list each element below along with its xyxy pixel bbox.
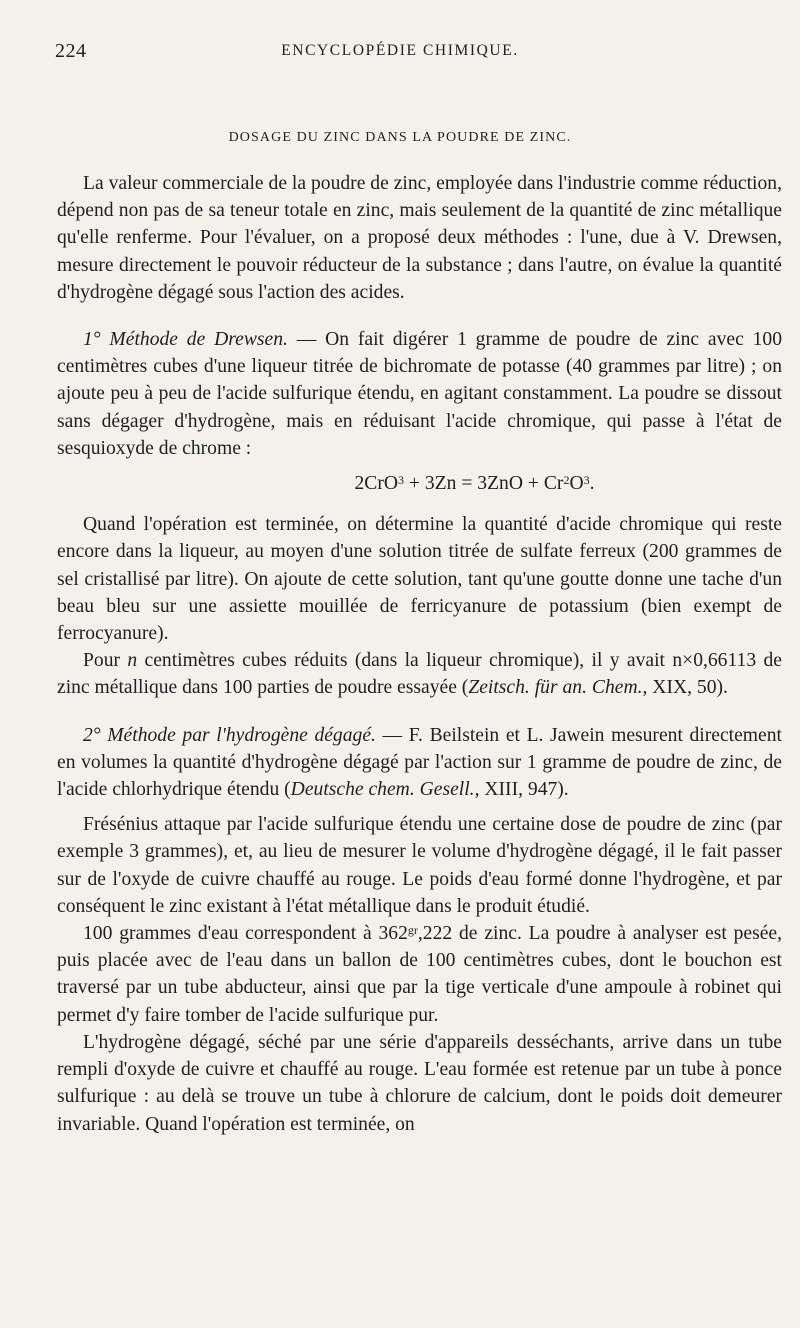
running-title: ENCYCLOPÉDIE CHIMIQUE. [281,42,519,59]
method1-heading: 1° Méthode de Drewsen. [83,329,288,351]
last-paragraph: L'hydrogène dégagé, séché par une série d'appareils desséchants, arrive dans un tube rempli d'oxyde de cuivre et chauffé au rouge. L'eau formée est retenue par un tube à ponce sulfurique : au delà se trouve un tube à chlorure de calcium, dont le poids doit demeurer invariable. Quand l'opération est terminée, on [57,1031,782,1135]
method1-paragraph [57,326,782,462]
reference-deutsche: Deutsche chem. Gesell. [290,779,475,801]
method1-text: — On fait digérer 1 gramme de poudre de zinc avec 100 centimètres cubes d'une liqueur titrée de bichromate de potasse (40 grammes par litre) ; on ajoute peu à peu de l'acide sulfurique étendu, en agitant constamment. La poudre se dissout sans dégager d'hydrogène, mais en réduisant l'acide chromique, qui passe à l'état de sesquioxyde de chrome : [57,329,782,459]
intro-paragraph: La valeur commerciale de la poudre de zinc, employée dans l'industrie comme réduction, dépend non pas de sa teneur totale en zinc, mais seulement de la quantité de zinc métallique qu'elle renferme. Pour l'évaluer, on a proposé deux méthodes : l'une, due à V. Drewsen, mesure directement le pouvoir réducteur de la substance ; dans l'autre, on évalue la quantité d'hydrogène dégagé sous l'action des acides. [57,173,782,303]
method2-heading: 2° Méthode par l'hydrogène dégagé. [83,724,376,746]
page-header [0,40,800,70]
reference-zeitsch: Zeitsch. für an. Chem. [468,677,643,699]
chemical-equation: $2CrO^3 + 3Zn = 3ZnO + Cr^2O^3$. [354,473,595,495]
section-title: DOSAGE DU ZINC DANS LA POUDRE DE ZINC. [228,130,572,145]
result-paragraph: Pour n centimètres cubes réduits (dans la liqueur chromique), il y avait n×0,66113 de zinc métallique dans 100 parties de poudre essayée (Zeitsch. für an. Chem., XIX, 50). [57,650,782,699]
page-number: 224 [55,40,87,62]
after-formula-paragraph: Quand l'opération est terminée, on détermine la quantité d'acide chromique qui reste encore dans la liqueur, au moyen d'une solution titrée de sulfate ferreux (200 grammes de sel cristallisé par litre). On ajoute de cette solution, tant qu'une goutte donne une tache d'un beau bleu sur une assiette mouillée de ferricyanure de potassium (bien exempt de ferrocyanure). [57,514,782,645]
body-text [57,170,782,1138]
method2-paragraph: 2° Méthode par l'hydrogène dégagé. — F. Beilstein et L. Jawein mesurent directement en volumes la quantité d'hydrogène dégagé par l'action sur 1 gramme de poudre de zinc, de l'acide chlorhydrique étendu (Deutsche chem. Gesell., XIII, 947). [57,724,782,801]
hundred-grams-paragraph: 100 grammes d'eau correspondent à $362^{gr},222$ de zinc. La poudre à analyser est pesée, puis placée avec de l'eau dans un ballon de 100 centimètres cubes, dont le bouchon est traversé par un tube abducteur, ainsi que par la tige verticale d'une ampoule à robinet qui permet d'y faire tomber de l'acide sulfurique pur. [57,923,782,1026]
fresenius-paragraph: Frésénius attaque par l'acide sulfurique étendu une certaine dose de poudre de zinc (par exemple 3 grammes), et, au lieu de mesurer le volume d'hydrogène dégagé, il le fait passer sur de l'oxyde de cuivre chauffé au rouge. Le poids d'eau formé donne l'hydrogène, et par conséquent le zinc existant à l'état métallique dans le produit étudié. [57,814,782,917]
